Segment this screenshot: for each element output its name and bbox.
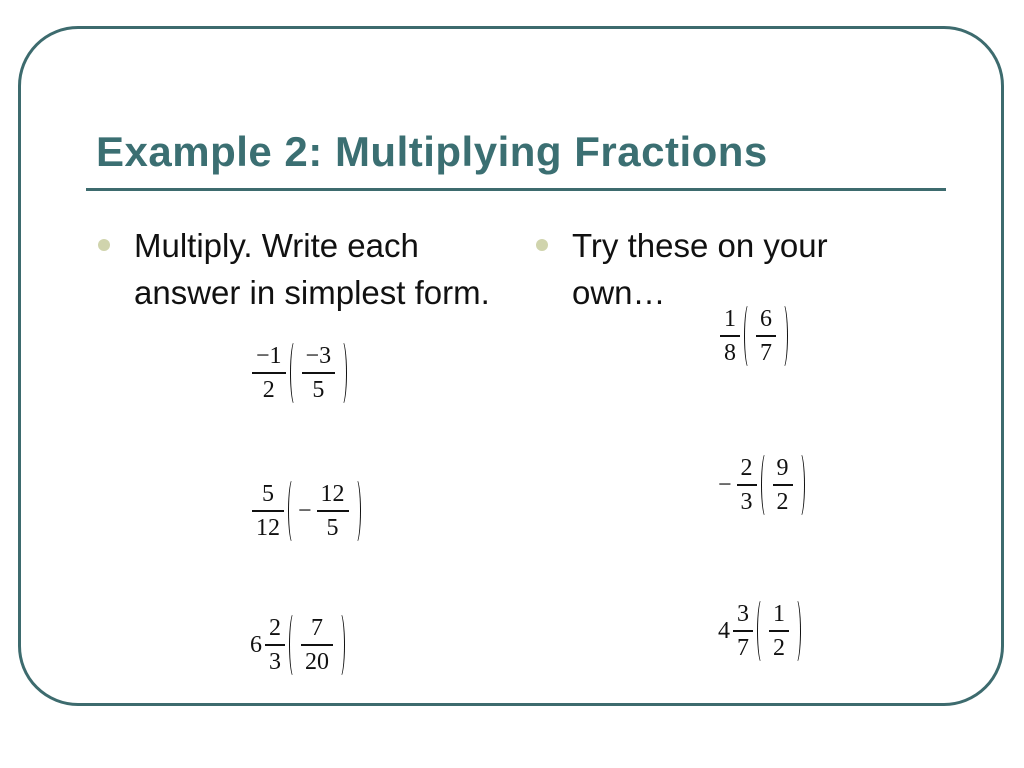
parenthesized-factor <box>755 598 803 664</box>
denominator: 20 <box>305 648 329 675</box>
bullet-text-left: Multiply. Write each answer in simplest form. <box>134 227 490 311</box>
denominator: 7 <box>760 339 772 366</box>
fraction <box>317 481 349 541</box>
minus-sign: − <box>298 498 312 524</box>
fraction-bar <box>252 372 286 374</box>
slide-title: Example 2: Multiplying Fractions <box>96 128 768 175</box>
numerator: 9 <box>776 455 789 482</box>
bullet-text-right: Try these on your own… <box>572 227 828 311</box>
fraction <box>301 615 333 675</box>
denominator: 3 <box>269 648 281 675</box>
parenthesized-factor <box>742 303 790 369</box>
fraction-bar <box>252 510 284 512</box>
fraction-bar <box>720 335 740 337</box>
denominator: 3 <box>740 488 753 515</box>
numerator: −1 <box>256 343 282 370</box>
numerator: 3 <box>737 601 749 628</box>
denominator: 5 <box>312 376 325 403</box>
math-expression <box>250 340 349 406</box>
denominator: 2 <box>773 634 785 661</box>
fraction-bar <box>733 630 753 632</box>
parenthesized-factor <box>759 452 807 518</box>
fraction-bar <box>737 484 757 486</box>
fraction <box>265 615 285 675</box>
math-expression <box>250 612 347 678</box>
denominator: 2 <box>776 488 789 515</box>
math-expression <box>718 452 807 518</box>
minus-sign: − <box>718 472 732 498</box>
whole-number: 6 <box>250 632 262 658</box>
title-underline <box>86 188 946 191</box>
denominator: 12 <box>256 514 280 541</box>
fraction-bar <box>756 335 776 337</box>
fraction-bar <box>301 644 333 646</box>
denominator: 5 <box>326 514 339 541</box>
fraction-bar <box>769 630 789 632</box>
numerator: −3 <box>305 343 332 370</box>
numerator: 6 <box>760 306 772 333</box>
fraction <box>302 343 336 403</box>
parenthesized-factor <box>286 478 363 544</box>
math-expression <box>250 478 363 544</box>
numerator: 1 <box>773 601 785 628</box>
bullet-dot-left <box>98 239 110 251</box>
fraction <box>733 601 753 661</box>
math-expression <box>718 598 803 664</box>
fraction <box>737 455 757 515</box>
numerator: 1 <box>724 306 736 333</box>
fraction-bar <box>317 510 349 512</box>
fraction-bar <box>773 484 793 486</box>
denominator: 2 <box>262 376 275 403</box>
denominator: 7 <box>737 634 749 661</box>
fraction <box>773 455 793 515</box>
fraction <box>252 481 284 541</box>
math-expression <box>718 303 790 369</box>
numerator: 2 <box>269 615 281 642</box>
parenthesized-factor <box>288 340 350 406</box>
fraction <box>769 601 789 661</box>
whole-number: 4 <box>718 618 730 644</box>
fraction <box>720 306 740 366</box>
numerator: 5 <box>262 481 274 508</box>
fraction <box>756 306 776 366</box>
fraction-bar <box>265 644 285 646</box>
numerator: 7 <box>311 615 323 642</box>
fraction-bar <box>302 372 336 374</box>
denominator: 8 <box>724 339 736 366</box>
numerator: 2 <box>740 455 753 482</box>
parenthesized-factor <box>287 612 347 678</box>
numerator: 12 <box>320 481 345 508</box>
bullet-dot-right <box>536 239 548 251</box>
fraction <box>252 343 286 403</box>
